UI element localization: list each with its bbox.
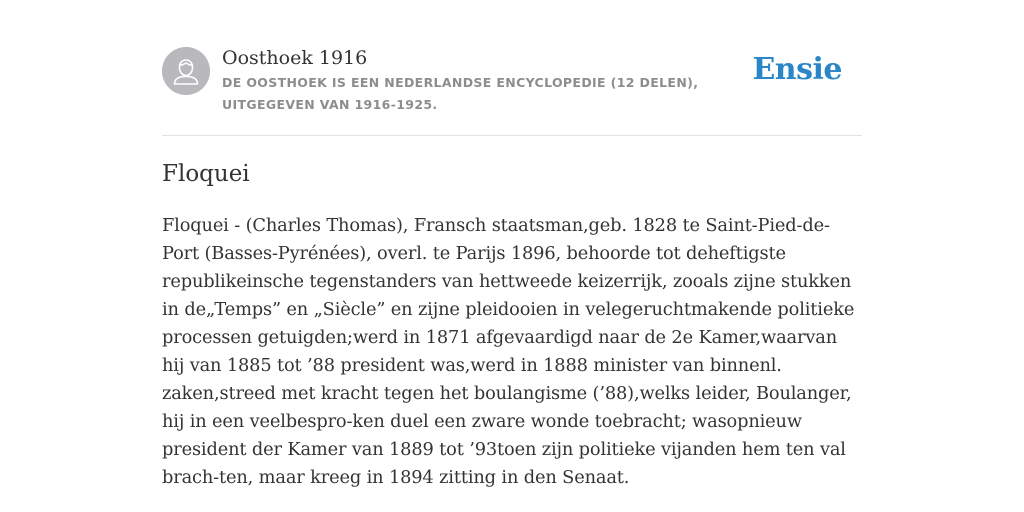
source-avatar[interactable] xyxy=(162,47,210,95)
source-header xyxy=(162,46,862,116)
entry-title: Floquei xyxy=(162,161,250,187)
source-description: DE OOSTHOEK IS EEN NEDERLANDSE ENCYCLOPEDIE (12 DELEN), UITGEGEVEN VAN 1916-1925. xyxy=(222,75,699,112)
entry-body: Floquei - (Charles Thomas), Fransch staatsman,geb. 1828 te Saint-Pied-de-Port (Basses-Pyrénées), overl. te Parijs 1896, behoorde tot deheftigste republikeinsche tegenstanders van hettweede keizerrijk, zooals zijne stukken in de„Temps” en „Siècle” en zijne pleidooien in velegeruchtmakende politieke processen getuigden;werd in 1871 afgevaardigd naar de 2e Kamer,waarvan hij van 1885 tot ’88 president was,werd in 1888 minister van binnenl. zaken,streed met kracht tegen het boulangisme (’88),welks leider, Boulanger, hij in een veelbespro-ken duel een zware wonde toebracht; wasopnieuw president der Kamer van 1889 tot ’93toen zijn politieke vijanden hem ten val brach-ten, maar kreeg in 1894 zitting in den Senaat. xyxy=(162,215,855,488)
ensie-logo[interactable]: Ensie xyxy=(752,52,842,87)
header-divider xyxy=(162,135,862,136)
source-title[interactable]: Oosthoek 1916 xyxy=(222,47,368,69)
user-icon xyxy=(162,47,210,95)
source-info xyxy=(222,46,762,116)
